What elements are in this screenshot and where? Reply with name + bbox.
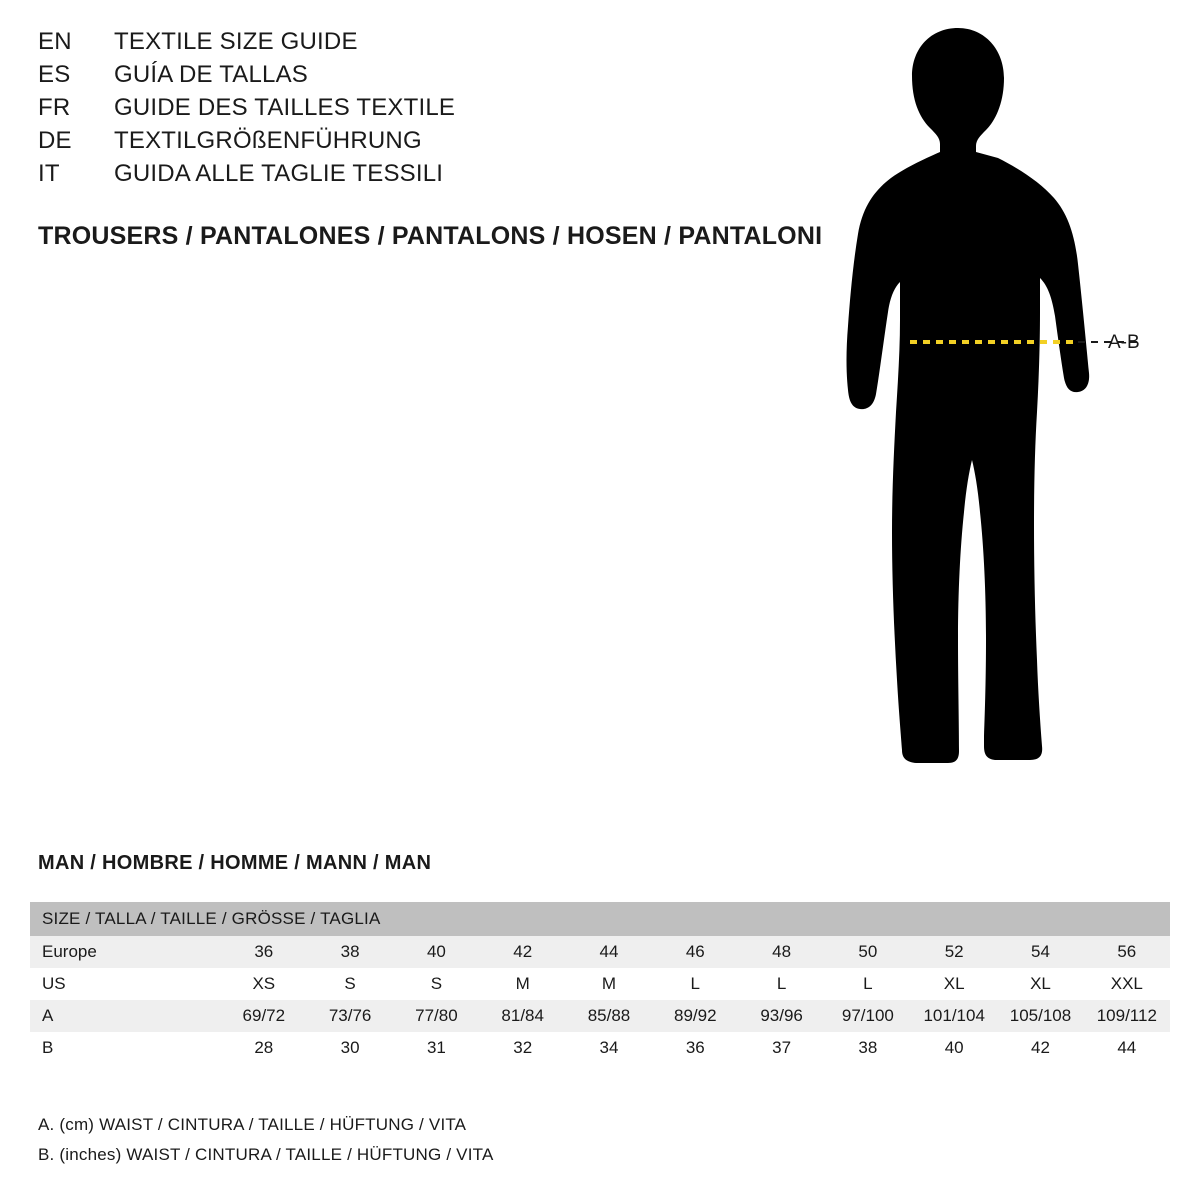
table-cell: 105/108 xyxy=(997,1000,1083,1032)
table-cell: 73/76 xyxy=(307,1000,393,1032)
table-cell: 36 xyxy=(652,1032,738,1064)
table-cell: L xyxy=(652,968,738,1000)
table-cell: 44 xyxy=(1084,1032,1170,1064)
row-label: A xyxy=(30,1000,221,1032)
table-cell: 52 xyxy=(911,936,997,968)
table-cell: 81/84 xyxy=(480,1000,566,1032)
language-row xyxy=(38,94,798,127)
table-cell: 31 xyxy=(393,1032,479,1064)
language-row xyxy=(38,127,798,160)
table-cell: 48 xyxy=(738,936,824,968)
table-cell: 109/112 xyxy=(1084,1000,1170,1032)
man-silhouette-icon xyxy=(790,20,1190,810)
language-title: TEXTILGRÖßENFÜHRUNG xyxy=(114,127,422,154)
table-cell: 38 xyxy=(825,1032,911,1064)
table-cell: 46 xyxy=(652,936,738,968)
row-label: B xyxy=(30,1032,221,1064)
footnote-a: A. (cm) WAIST / CINTURA / TAILLE / HÜFTUNG / VITA xyxy=(38,1115,467,1134)
garment-type-title: TROUSERS / PANTALONES / PANTALONS / HOSEN / PANTALONI xyxy=(38,222,823,250)
table-cell: 30 xyxy=(307,1032,393,1064)
table-cell: 77/80 xyxy=(393,1000,479,1032)
table-cell: XXL xyxy=(1084,968,1170,1000)
table-cell: 93/96 xyxy=(738,1000,824,1032)
table-cell: 38 xyxy=(307,936,393,968)
table-header-row xyxy=(30,902,1170,936)
footnote-list xyxy=(38,1110,938,1170)
silhouette-figure xyxy=(790,20,1190,810)
language-code: DE xyxy=(38,127,72,154)
language-row xyxy=(38,28,798,61)
table-cell: M xyxy=(566,968,652,1000)
language-title-list xyxy=(38,28,798,193)
table-row xyxy=(30,968,1170,1000)
table-cell: 32 xyxy=(480,1032,566,1064)
table-section-title: MAN / HOMBRE / HOMME / MANN / MAN xyxy=(38,852,432,874)
language-code: ES xyxy=(38,61,71,88)
table-row xyxy=(30,936,1170,968)
measure-label: A-B xyxy=(1108,332,1140,353)
table-cell: 42 xyxy=(997,1032,1083,1064)
table-cell: 50 xyxy=(825,936,911,968)
language-title: GUIDA ALLE TAGLIE TESSILI xyxy=(114,160,444,187)
table-cell: XL xyxy=(911,968,997,1000)
table-cell: 42 xyxy=(480,936,566,968)
language-title: GUÍA DE TALLAS xyxy=(114,61,308,88)
table-row xyxy=(30,1032,1170,1064)
table-cell: S xyxy=(307,968,393,1000)
table-cell: 28 xyxy=(221,1032,307,1064)
table-row xyxy=(30,1000,1170,1032)
table-cell: L xyxy=(825,968,911,1000)
table-cell: 89/92 xyxy=(652,1000,738,1032)
table-cell: 40 xyxy=(911,1032,997,1064)
row-label: Europe xyxy=(30,936,221,968)
size-table xyxy=(30,902,1170,1064)
table-cell: 85/88 xyxy=(566,1000,652,1032)
table-cell: 56 xyxy=(1084,936,1170,968)
table-cell: 54 xyxy=(997,936,1083,968)
language-code: FR xyxy=(38,94,71,121)
language-title: GUIDE DES TAILLES TEXTILE xyxy=(114,94,456,121)
table-cell: L xyxy=(738,968,824,1000)
language-code: IT xyxy=(38,160,60,187)
table-cell: XS xyxy=(221,968,307,1000)
table-cell: XL xyxy=(997,968,1083,1000)
table-cell: 40 xyxy=(393,936,479,968)
language-code: EN xyxy=(38,28,72,55)
table-cell: 37 xyxy=(738,1032,824,1064)
row-label: US xyxy=(30,968,221,1000)
table-header-label: SIZE / TALLA / TAILLE / GRÖSSE / TAGLIA xyxy=(30,902,1170,936)
table-cell: S xyxy=(393,968,479,1000)
footnote-b: B. (inches) WAIST / CINTURA / TAILLE / HÜFTUNG / VITA xyxy=(38,1145,494,1164)
table-cell: 44 xyxy=(566,936,652,968)
table-cell: 97/100 xyxy=(825,1000,911,1032)
table-cell: 36 xyxy=(221,936,307,968)
table-cell: 101/104 xyxy=(911,1000,997,1032)
table-cell: 69/72 xyxy=(221,1000,307,1032)
language-row xyxy=(38,61,798,94)
language-title: TEXTILE SIZE GUIDE xyxy=(114,28,358,55)
table-cell: 34 xyxy=(566,1032,652,1064)
language-row xyxy=(38,160,798,193)
table-cell: M xyxy=(480,968,566,1000)
